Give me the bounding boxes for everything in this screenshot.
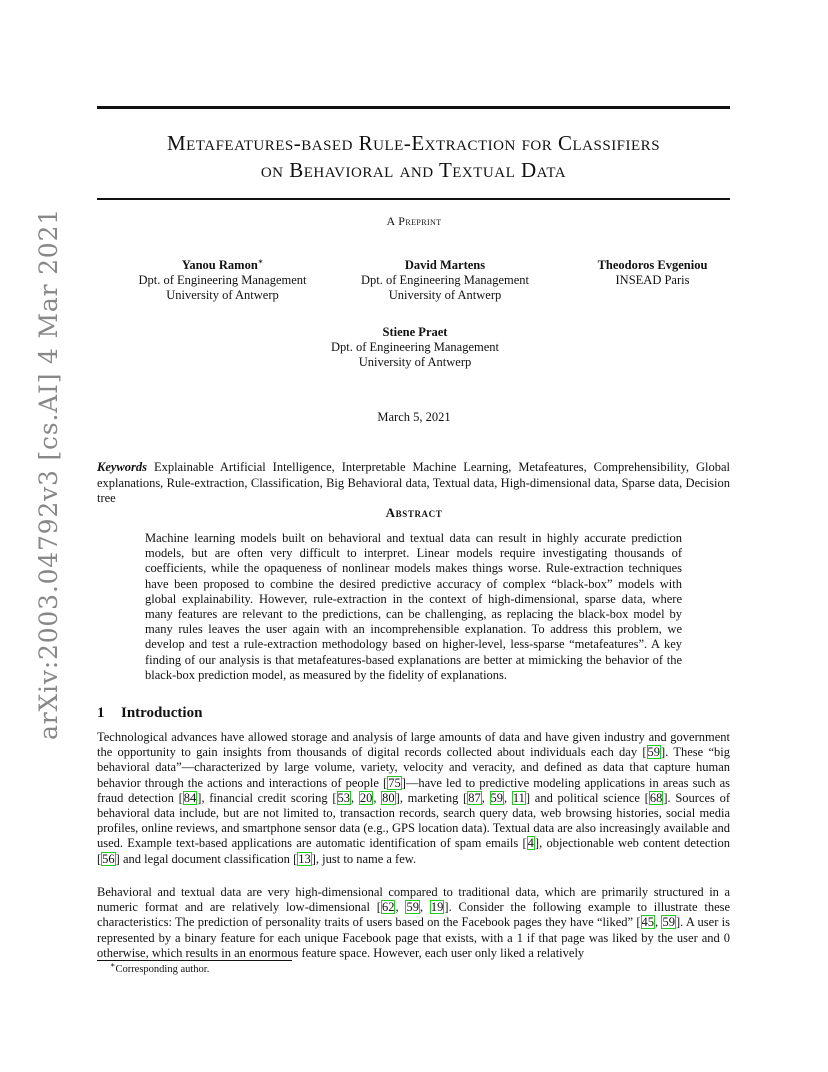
citation-link[interactable]: 80 [382, 790, 395, 805]
paper-date: March 5, 2021 [377, 410, 451, 424]
intro-paragraph-1: Technological advances have allowed storage and analysis of large amounts of data and have given industry and government the opportunity to gain insights from thousands of digital records collected about individuals each day [59]. These “big behavioral data”—characterized by large volume, variety, velocity and veracity, and defined as data that capture human behavior through the actions and interactions of people [75]—have led to predictive modeling applications in areas such as fraud detection [84], financial credit scoring [53, 20, 80], marketing [87, 59, 11] and political science [68]. Sources of behavioral data include, but are not limited to, transaction records, search query data, web browsing histories, social media profiles, online reviews, and smartphone sensor data (e.g., GPS location data). Textual data are also increasingly available and used. Example text-based applications are automatic identification of spam emails [4], objectionable web content detection [56] and legal document classification [13], just to name a few. [97, 730, 731, 866]
citation-link[interactable]: 75 [388, 775, 401, 790]
title-line-2: on Behavioral and Textual Data [260, 158, 567, 182]
abstract-heading: Abstract [385, 505, 443, 520]
citation-link[interactable]: 4 [527, 836, 534, 851]
author-block [565, 258, 740, 288]
citation-link[interactable]: 45 [641, 915, 655, 930]
citation-link[interactable]: 56 [102, 851, 115, 866]
author-affiliation: Dpt. of Engineering Management [330, 340, 499, 354]
footnote-marker: ∗ [257, 256, 264, 266]
citation-link[interactable]: 59 [406, 900, 419, 915]
paper-title [97, 130, 730, 184]
citation-link[interactable]: 19 [430, 900, 444, 915]
author-affiliation: Dpt. of Engineering Management [138, 273, 307, 287]
title-rule-bottom [97, 198, 730, 200]
section-number: 1 [97, 705, 105, 721]
keywords-list: Explainable Artificial Intelligence, Interpretable Machine Learning, Metafeatures, Comprehensibility, Global explanations, Rule-extraction, Classification, Big Behavioral data, Textual data, High-dimensional data, Sparse data, Decision tree [97, 460, 731, 505]
author-university: University of Antwerp [358, 355, 472, 369]
intro-paragraph-2: Behavioral and textual data are very high-dimensional compared to traditional data, which are primarily structured in a numeric format and are relatively low-dimensional [62, 59, 19]. Consider the following example to illustrate these characteristics: The prediction of personality traits of users based on the Facebook pages they have “liked” [45, 59]. A user is represented by a binary feature for each unique Facebook page that exists, with a 1 if that page was liked by the user and 0 otherwise, which results in an enormous feature space. However, each user only liked a relatively [97, 885, 731, 960]
keywords-block [97, 460, 730, 507]
citation-link[interactable]: 20 [359, 790, 373, 805]
author-name: Stiene Praet [382, 325, 448, 339]
author-block [310, 325, 520, 370]
footnote-text: Corresponding author. [115, 964, 210, 975]
author-block [340, 258, 550, 303]
section-heading [97, 705, 202, 722]
citation-link[interactable]: 13 [298, 851, 311, 866]
section-title: Introduction [121, 705, 203, 721]
author-name: Theodoros Evgeniou [597, 258, 708, 272]
preprint-label: A Preprint [386, 214, 442, 228]
author-affiliation: Dpt. of Engineering Management [360, 273, 529, 287]
citation-link[interactable]: 84 [183, 790, 197, 805]
footnote [110, 960, 210, 975]
citation-link[interactable]: 53 [337, 790, 351, 805]
citation-link[interactable]: 59 [647, 745, 661, 760]
keywords-label: Keywords [97, 460, 147, 474]
footnote-marker: ∗ [110, 960, 116, 970]
title-line-1: Metafeatures-based Rule-Extraction for Classifiers [166, 131, 661, 155]
author-name: Yanou Ramon∗ [181, 256, 264, 272]
author-university: University of Antwerp [166, 288, 279, 302]
title-rule-top [97, 106, 730, 109]
footnote-rule [97, 960, 292, 961]
citation-link[interactable]: 68 [649, 790, 663, 805]
citation-link[interactable]: 59 [662, 915, 675, 930]
abstract-text: Machine learning models built on behavioral and textual data can result in highly accurate prediction models, but are often very difficult to interpret. Linear models require investigating thousands of coefficients, while the opaqueness of nonlinear models makes things worse. Rule-extraction techniques have been proposed to combine the desired predictive accuracy of complex “black-box” models with global explainability. However, rule-extraction in the context of high-dimensional, sparse data, where many features are relevant to the predictions, can be challenging, as replacing the black-box model by many rules leaves the user again with an incomprehensible explanation. To address this problem, we develop and test a rule-extraction methodology based on higher-level, less-sparse “metafeatures”. A key finding of our analysis is that metafeatures-based explanations are better at mimicking the behavior of the black-box prediction model, as measured by the fidelity of explanations. [145, 531, 682, 682]
author-affiliation: INSEAD Paris [615, 273, 690, 287]
citation-link[interactable]: 87 [468, 790, 481, 805]
author-university: University of Antwerp [388, 288, 502, 302]
author-name: David Martens [404, 258, 486, 272]
author-block [120, 258, 325, 303]
citation-link[interactable]: 62 [381, 900, 395, 915]
citation-link[interactable]: 59 [490, 790, 504, 805]
citation-link[interactable]: 11 [512, 790, 525, 805]
arxiv-identifier: arXiv:2003.04792v3 [cs.AI] 4 Mar 2021 [34, 208, 63, 740]
